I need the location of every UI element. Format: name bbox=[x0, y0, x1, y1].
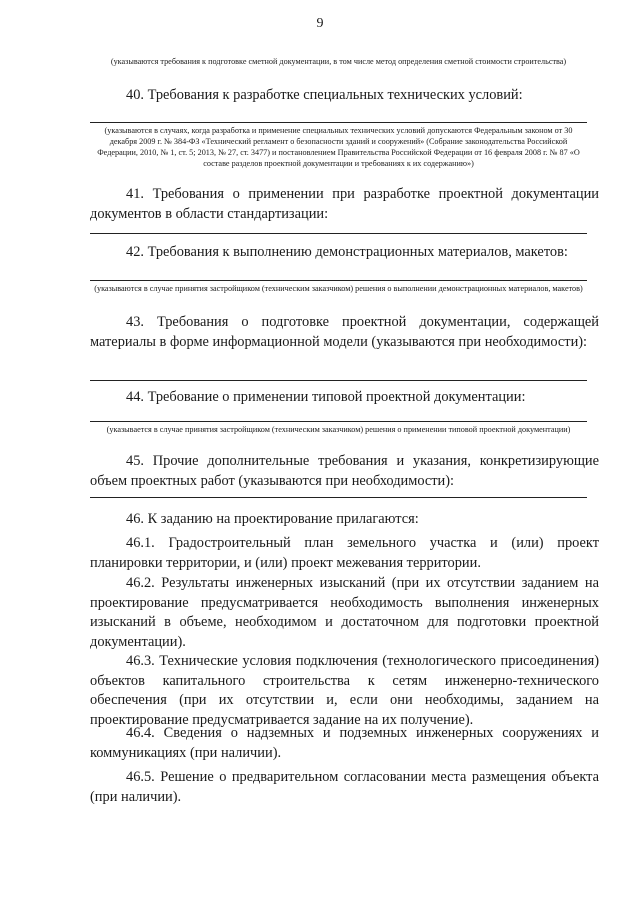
item-41: 41. Требования о применении при разработке проектной документации документов в области стандартизации: bbox=[90, 186, 599, 222]
fill-line-45 bbox=[90, 497, 587, 498]
fill-line-44 bbox=[90, 421, 587, 422]
fill-line-40 bbox=[90, 122, 587, 123]
item-42: 42. Требования к выполнению демонстрационных материалов, макетов: bbox=[126, 244, 568, 260]
note-40: (указываются в случаях, когда разработка и применение специальных технических условий допускаются Федеральным законом от 30 декабря 2009 г. № 384-ФЗ «Технический регламент о безопасности зданий и сооружений» (Собрание законодательства Российской Федерации, 2010, № 1, ст. 5; 2013, № 27, ст. 3477) и постановлением Правительства Российской Федерации от 16 февраля 2008 г. № 87 «О составе разделов проектной документации и требованиях к их содержанию») bbox=[97, 126, 580, 168]
fill-line-43 bbox=[90, 380, 587, 381]
note-44: (указывается в случае принятия застройщиком (техническим заказчиком) решения о применении типовой проектной документации) bbox=[106, 425, 571, 434]
item-46: 46. К заданию на проектирование прилагаются: bbox=[126, 511, 419, 527]
fill-line-41 bbox=[90, 233, 587, 234]
item-45: 45. Прочие дополнительные требования и указания, конкретизирующие объем проектных работ (указываются при необходимости): bbox=[90, 453, 599, 489]
page-number: 9 bbox=[316, 16, 324, 31]
note-smeta: (указываются требования к подготовке сметной документации, в том числе метод определения сметной стоимости строительства) bbox=[110, 57, 567, 66]
note-42: (указываются в случае принятия застройщиком (техническим заказчиком) решения о выполнении демонстрационных материалов, макетов) bbox=[94, 284, 583, 293]
item-46-4: 46.4. Сведения о надземных и подземных инженерных сооружениях и коммуникациях (при наличии). bbox=[90, 725, 599, 761]
item-46-1: 46.1. Градостроительный план земельного участка и (или) проект планировки территории, и (или) проект межевания территории. bbox=[90, 535, 599, 571]
fill-line-42 bbox=[90, 280, 587, 281]
item-40: 40. Требования к разработке специальных технических условий: bbox=[126, 87, 523, 103]
item-44: 44. Требование о применении типовой проектной документации: bbox=[126, 389, 526, 405]
item-46-5: 46.5. Решение о предварительном согласовании места размещения объекта (при наличии). bbox=[90, 769, 599, 805]
item-46-3: 46.3. Технические условия подключения (технологического присоединения) объектов капитального строительства к сетям инженерно-технического обеспечения (при их отсутствии и, если они необходимы, заданием на проектирование предусматривается задание на их получение). bbox=[90, 653, 599, 728]
item-46-2: 46.2. Результаты инженерных изысканий (при их отсутствии заданием на проектирование предусматривается необходимость выполнения инженерных изысканий в объеме, необходимом и достаточном для подготовки проектной документации). bbox=[90, 575, 599, 650]
item-43: 43. Требования о подготовке проектной документации, содержащей материалы в форме информационной модели (указываются при необходимости): bbox=[90, 314, 599, 350]
